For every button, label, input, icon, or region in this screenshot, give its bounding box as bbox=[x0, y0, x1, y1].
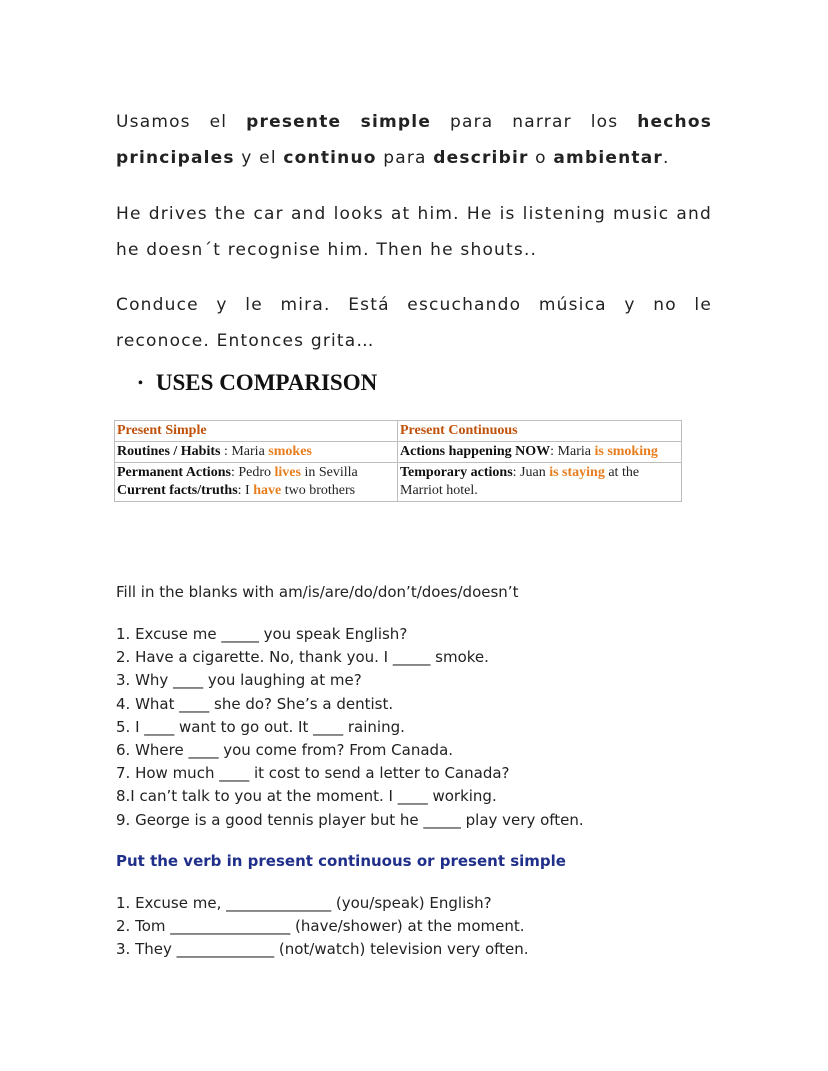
cell-label: Permanent Actions bbox=[117, 465, 231, 480]
cell-text: in Sevilla bbox=[300, 465, 358, 480]
cell-highlight: is staying bbox=[549, 465, 605, 480]
list-item: 1. Excuse me _____ you speak English? bbox=[116, 625, 408, 643]
cell-text: : Juan bbox=[512, 465, 550, 480]
list-item: 5. I ____ want to go out. It ____ raining. bbox=[116, 717, 405, 736]
intro-paragraph-english: He drives the car and looks at him. He is listening music and he doesn´t recognise him. Then he shouts.. bbox=[116, 204, 712, 260]
cell-label: Current facts/truths bbox=[117, 483, 238, 498]
cell-text: : Pedro bbox=[230, 465, 275, 480]
table-row bbox=[115, 442, 682, 463]
list-item: 9. George is a good tennis player but he _____ play very often. bbox=[116, 810, 584, 829]
cell-label: Temporary actions bbox=[400, 465, 513, 480]
cell-text: : Maria bbox=[220, 444, 269, 459]
table-cell bbox=[398, 463, 682, 502]
intro-text: y el bbox=[234, 148, 284, 168]
table-row bbox=[115, 463, 682, 502]
cell-text: : Maria bbox=[550, 444, 595, 459]
intro-paragraph-1 bbox=[116, 104, 712, 176]
bullet-icon: • bbox=[138, 376, 143, 391]
cell-text: two brothers bbox=[281, 483, 356, 498]
intro-text: o bbox=[528, 148, 554, 168]
intro-bold-ambientar: ambientar bbox=[553, 148, 663, 168]
section-heading bbox=[138, 370, 377, 396]
intro-text: para bbox=[376, 148, 434, 168]
list-item: 7. How much ____ it cost to send a letter to Canada? bbox=[116, 764, 510, 783]
heading-text: USES COMPARISON bbox=[155, 370, 378, 395]
cell-highlight: lives bbox=[274, 465, 301, 480]
cell-highlight: is smoking bbox=[594, 444, 658, 459]
exercise1-list bbox=[116, 623, 584, 832]
list-item: 3. Why ____ you laughing at me? bbox=[116, 671, 362, 690]
comparison-table bbox=[114, 420, 682, 502]
table-cell bbox=[398, 442, 682, 463]
cell-highlight: have bbox=[253, 483, 282, 498]
list-item: 2. Have a cigarette. No, thank you. I _____ smoke. bbox=[116, 648, 489, 667]
list-item: 8.I can’t talk to you at the moment. I ____ working. bbox=[116, 787, 497, 806]
cell-label: Actions happening NOW bbox=[400, 444, 551, 459]
intro-bold-hechos-principales: hechos principales bbox=[116, 112, 713, 168]
instruction-text: Fill in the blanks with am/is/are/do/don’t/does/doesn’t bbox=[116, 583, 519, 601]
exercise2-list bbox=[116, 892, 529, 962]
list-item: 3. They _____________ (not/watch) television very often. bbox=[116, 940, 529, 959]
cell-line bbox=[117, 464, 395, 482]
intro-text: . bbox=[663, 148, 670, 168]
col-header-present-continuous: Present Continuous bbox=[398, 421, 682, 442]
intro-text: para narrar los bbox=[431, 112, 638, 132]
cell-line bbox=[117, 482, 395, 500]
intro-bold-describir: describir bbox=[433, 148, 529, 168]
cell-highlight: smokes bbox=[268, 444, 312, 459]
cell-text: at the Marriot hotel. bbox=[400, 465, 640, 498]
intro-bold-presente-simple: presente simple bbox=[246, 112, 432, 132]
table-row bbox=[115, 421, 682, 442]
exercise1-instruction bbox=[116, 581, 518, 604]
exercise2-instruction bbox=[116, 850, 566, 873]
intro-paragraph-spanish: Conduce y le mira. Está escuchando música y no le reconoce. Entonces grita… bbox=[116, 295, 712, 351]
col-header-present-simple: Present Simple bbox=[115, 421, 398, 442]
intro-bold-continuo: continuo bbox=[283, 148, 377, 168]
list-item: 4. What ____ she do? She’s a dentist. bbox=[116, 694, 394, 713]
list-item: 1. Excuse me, ______________ (you/speak) English? bbox=[116, 894, 492, 912]
table-cell bbox=[115, 463, 398, 502]
list-item: 2. Tom ________________ (have/shower) at the moment. bbox=[116, 917, 525, 936]
list-item: 6. Where ____ you come from? From Canada. bbox=[116, 740, 454, 759]
intro-text: Usamos el bbox=[116, 112, 247, 132]
cell-text: : I bbox=[237, 483, 254, 498]
table-cell bbox=[115, 442, 398, 463]
cell-label: Routines / Habits bbox=[117, 444, 221, 459]
instruction-text: Put the verb in present continuous or present simple bbox=[116, 852, 566, 870]
